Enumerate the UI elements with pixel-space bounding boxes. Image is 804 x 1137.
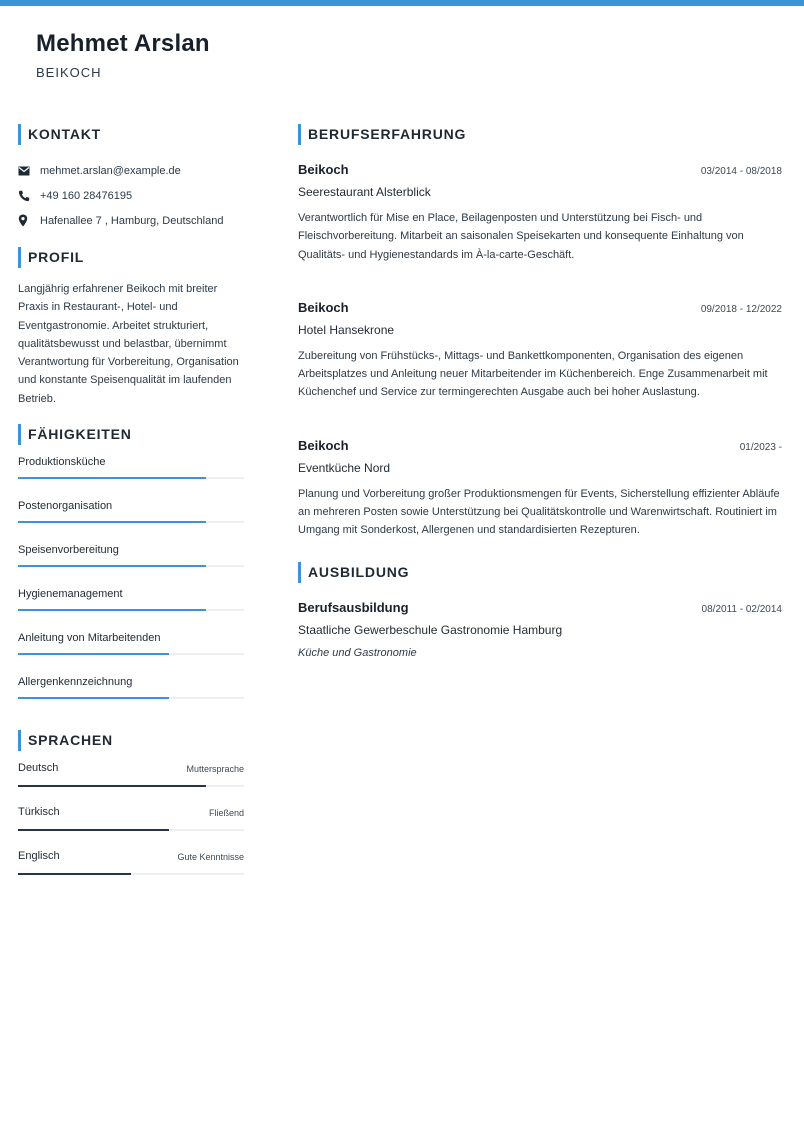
language-level: Gute Kenntnisse bbox=[177, 852, 244, 863]
language-label: Englisch bbox=[18, 850, 60, 863]
skill-item bbox=[18, 672, 244, 716]
education-date: 08/2011 - 02/2014 bbox=[701, 603, 782, 615]
skill-label: Hygienemanagement bbox=[18, 588, 123, 601]
skill-bar-fill bbox=[18, 653, 169, 655]
envelope-icon bbox=[18, 166, 40, 176]
skill-item bbox=[18, 496, 244, 540]
contact-address bbox=[18, 208, 244, 233]
language-bar-track bbox=[18, 829, 244, 831]
education-entry bbox=[298, 600, 782, 659]
skill-label: Speisenvorbereitung bbox=[18, 544, 119, 557]
language-item bbox=[18, 846, 244, 890]
contact-email[interactable] bbox=[18, 158, 244, 183]
skill-label: Produktionsküche bbox=[18, 456, 106, 469]
job-entry bbox=[298, 300, 782, 402]
job-entry bbox=[298, 438, 782, 540]
language-item bbox=[18, 758, 244, 802]
degree-title: Berufsausbildung bbox=[298, 599, 409, 615]
profile-heading: PROFIL bbox=[18, 247, 244, 268]
education-heading: AUSBILDUNG bbox=[298, 562, 782, 583]
skill-bar-track bbox=[18, 565, 244, 567]
contact-heading: KONTAKT bbox=[18, 124, 244, 145]
job-entry bbox=[298, 162, 782, 264]
right-column bbox=[298, 124, 782, 659]
map-pin-icon bbox=[18, 214, 40, 227]
job-title: Beikoch bbox=[298, 437, 349, 453]
job-date: 01/2023 - bbox=[739, 441, 782, 453]
education-field: Küche und Gastronomie bbox=[298, 646, 417, 659]
contact-list bbox=[18, 158, 244, 233]
job-date: 03/2014 - 08/2018 bbox=[700, 166, 782, 177]
job-company: Seerestaurant Alsterblick bbox=[298, 185, 431, 199]
left-column bbox=[18, 124, 244, 890]
language-bar-fill bbox=[18, 829, 169, 831]
email-text: mehmet.arslan@example.de bbox=[40, 164, 181, 177]
languages-heading: SPRACHEN bbox=[18, 730, 244, 751]
job-title: Beikoch bbox=[298, 299, 349, 315]
skills-list bbox=[18, 452, 244, 716]
skill-item bbox=[18, 628, 244, 672]
top-accent-bar bbox=[0, 0, 804, 6]
job-description: Verantwortlich für Mise en Place, Beilagenposten und Unterstützung bei Fisch- und Fleischvorbereitung. Mitarbeit an saisonalen Speisekarten und konsequente Einhaltung von Qualitäts- und Hygienestandards im À-la-carte-Geschäft. bbox=[298, 212, 744, 261]
skill-bar-fill bbox=[18, 609, 206, 611]
address-text: Hafenallee 7 , Hamburg, Deutschland bbox=[40, 214, 224, 227]
language-item bbox=[18, 802, 244, 846]
skill-bar-fill bbox=[18, 565, 206, 567]
skill-label: Postenorganisation bbox=[18, 500, 113, 513]
language-bar-fill bbox=[18, 785, 206, 787]
skill-bar-track bbox=[18, 521, 244, 523]
skill-label: Anleitung von Mitarbeitenden bbox=[18, 632, 161, 645]
skill-bar-track bbox=[18, 653, 244, 655]
job-company: Eventküche Nord bbox=[298, 460, 391, 475]
job-description: Planung und Vorbereitung großer Produktionsmengen für Events, Sicherstellung effizienter Abläufe an mehreren Posten sowie Unterstützung bei Qualitätskontrolle und Warenwirtschaft. Routiniert im Umgang mit Sonderkost, Allergenen und standardisierten Rezepturen. bbox=[298, 487, 780, 537]
job-date: 09/2018 - 12/2022 bbox=[700, 303, 782, 315]
language-bar-fill bbox=[18, 873, 131, 875]
job-description: Zubereitung von Frühstücks-, Mittags- und Bankettkomponenten, Organisation des eigenen Arbeitsplatzes und Anleitung neuer Mitarbeitender im Küchenbereich. Enge Zusammenarbeit mit Küchenchef und Service zur termingerechten Ausgabe auch bei hoher Auslastung. bbox=[298, 349, 768, 399]
person-name: Mehmet Arslan bbox=[36, 30, 210, 57]
skill-label: Allergenkennzeichnung bbox=[18, 676, 133, 689]
skill-bar-track bbox=[18, 609, 244, 611]
language-label: Türkisch bbox=[18, 806, 60, 819]
skills-heading: FÄHIGKEITEN bbox=[18, 424, 244, 445]
language-bar-track bbox=[18, 873, 244, 875]
contact-phone[interactable] bbox=[18, 183, 244, 208]
phone-icon bbox=[18, 190, 40, 202]
skill-bar-track bbox=[18, 477, 244, 479]
language-level: Fließend bbox=[208, 808, 244, 819]
resume-header bbox=[36, 30, 210, 80]
profile-text: Langjährig erfahrener Beikoch mit breiter Praxis in Restaurant-, Hotel- und Eventgastronomie. Arbeitet strukturiert, qualitätsbewusst und belastbar, übernimmt Verantwortung für Vorbereitung, Organisation und konstante Speisenqualität im laufenden Betrieb. bbox=[18, 283, 239, 405]
phone-text: +49 160 28476195 bbox=[40, 189, 133, 202]
language-bar-track bbox=[18, 785, 244, 787]
skill-item bbox=[18, 452, 244, 496]
school-name: Staatliche Gewerbeschule Gastronomie Hamburg bbox=[298, 622, 563, 637]
experience-heading: BERUFSERFAHRUNG bbox=[298, 124, 782, 145]
job-title: Beikoch bbox=[298, 162, 349, 177]
skill-item bbox=[18, 584, 244, 628]
language-label: Deutsch bbox=[18, 762, 59, 775]
skill-bar-fill bbox=[18, 697, 169, 699]
job-role: BEIKOCH bbox=[36, 65, 102, 80]
skill-bar-fill bbox=[18, 521, 206, 523]
languages-list bbox=[18, 758, 244, 890]
skill-item bbox=[18, 540, 244, 584]
skill-bar-fill bbox=[18, 477, 206, 479]
language-level: Muttersprache bbox=[186, 764, 244, 775]
job-company: Hotel Hansekrone bbox=[298, 322, 395, 337]
skill-bar-track bbox=[18, 697, 244, 699]
